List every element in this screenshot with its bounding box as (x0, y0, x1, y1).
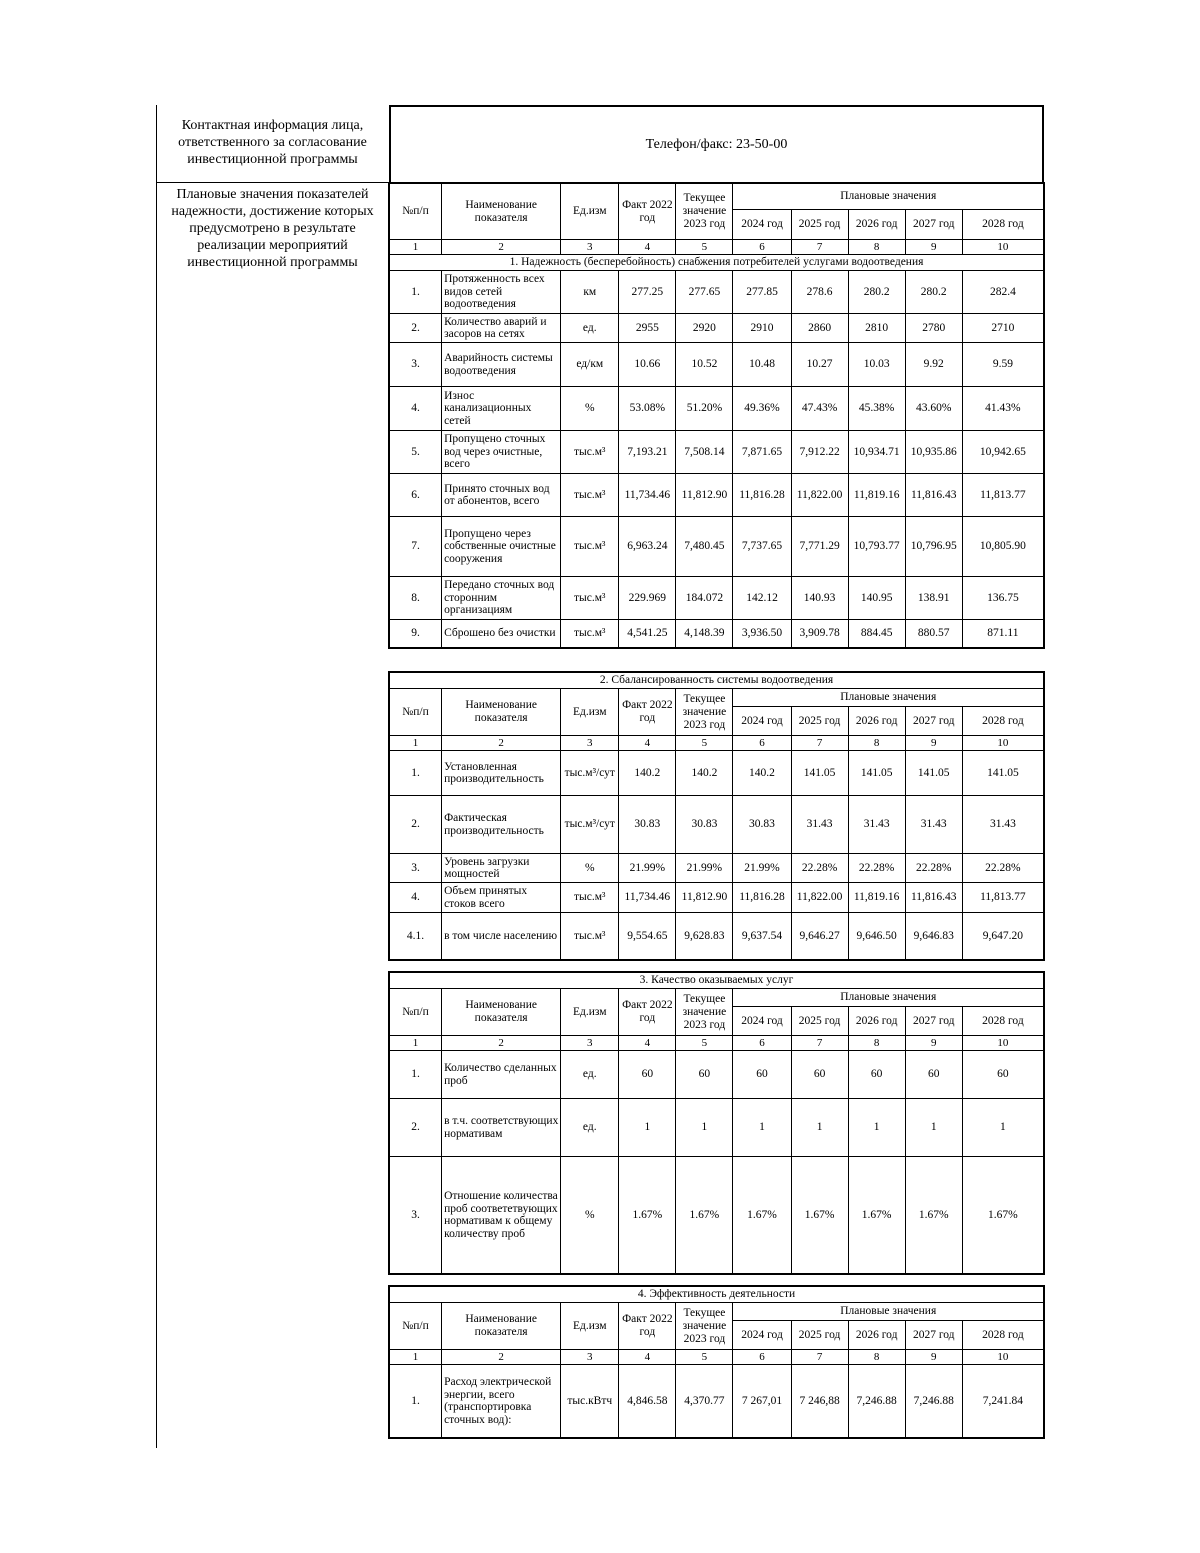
header-unit: Ед.изм (561, 689, 619, 736)
row-number: 7. (390, 517, 442, 577)
indicator-value: 60 (848, 1051, 905, 1099)
column-number: 7 (791, 1350, 848, 1365)
section-title: 4. Эффективность деятельности (390, 1287, 1044, 1303)
column-number: 1 (390, 1036, 442, 1051)
header-year: 2028 год (962, 707, 1043, 736)
column-number: 9 (905, 1350, 962, 1365)
row-number: 3. (390, 1157, 442, 1274)
indicator-value: 3,936.50 (733, 620, 791, 648)
indicator-value: 11,812.90 (676, 474, 733, 517)
indicator-value: 11,819.16 (848, 883, 905, 913)
indicator-value: 11,816.28 (733, 883, 791, 913)
column-number: 6 (733, 736, 791, 751)
column-number: 6 (733, 240, 791, 255)
row-number: 1. (390, 1365, 442, 1438)
indicator-value: 10,935.86 (905, 431, 962, 474)
table-row (390, 343, 1044, 387)
table-row (390, 387, 1044, 431)
indicator-value: 7,771.29 (791, 517, 848, 577)
indicator-value: 31.43 (905, 796, 962, 854)
indicator-value: 1.67% (619, 1157, 676, 1274)
indicator-value: 31.43 (848, 796, 905, 854)
indicator-value: 10,793.77 (848, 517, 905, 577)
column-number: 4 (619, 736, 676, 751)
header-year: 2024 год (733, 210, 791, 240)
indicator-value: 41.43% (962, 387, 1043, 431)
indicator-value: 9,554.65 (619, 913, 676, 960)
indicator-value: 45.38% (848, 387, 905, 431)
indicator-value: 21.99% (733, 854, 791, 883)
indicator-value: 60 (905, 1051, 962, 1099)
indicator-value: 141.05 (791, 751, 848, 796)
indicator-value: 7,508.14 (676, 431, 733, 474)
indicator-value: 9,646.83 (905, 913, 962, 960)
header-current: Текущее значение 2023 год (676, 184, 733, 240)
indicator-value: 9.92 (905, 343, 962, 387)
header-year: 2024 год (733, 707, 791, 736)
indicator-name: Пропущено сточных вод через очистные, всего (442, 431, 561, 474)
indicator-value: 7,480.45 (676, 517, 733, 577)
indicator-unit: тыс.м³/сут (561, 751, 619, 796)
indicator-name: Отношение количества проб соответетвующих нормативам к общему количеству проб (442, 1157, 561, 1274)
indicator-value: 10,942.65 (962, 431, 1043, 474)
indicator-value: 140.2 (676, 751, 733, 796)
indicator-value: 2910 (733, 314, 791, 343)
column-number: 1 (390, 240, 442, 255)
header-name: Наименование показателя (442, 184, 561, 240)
column-number: 8 (848, 1350, 905, 1365)
header-current: Текущее значение 2023 год (676, 989, 733, 1036)
indicator-value: 136.75 (962, 577, 1043, 620)
header-year: 2027 год (905, 707, 962, 736)
column-number: 3 (561, 1350, 619, 1365)
indicator-value: 10.48 (733, 343, 791, 387)
column-number: 5 (676, 736, 733, 751)
row-number: 8. (390, 577, 442, 620)
indicator-value: 2920 (676, 314, 733, 343)
header-fact: Факт 2022 год (619, 1303, 676, 1350)
column-number: 5 (676, 240, 733, 255)
indicator-unit: % (561, 854, 619, 883)
row-number: 6. (390, 474, 442, 517)
left-border-line (156, 105, 157, 1448)
table-row (390, 517, 1044, 577)
indicator-name: Объем принятых стоков всего (442, 883, 561, 913)
column-number: 3 (561, 1036, 619, 1051)
indicator-value: 11,816.43 (905, 474, 962, 517)
header-name: Наименование показателя (442, 989, 561, 1036)
indicator-name: Количество сделанных проб (442, 1051, 561, 1099)
column-number: 6 (733, 1036, 791, 1051)
header-year: 2026 год (848, 1321, 905, 1350)
indicator-unit: тыс.м³ (561, 517, 619, 577)
column-number: 3 (561, 736, 619, 751)
indicator-value: 1 (962, 1099, 1043, 1157)
indicator-name: в т.ч. соответствующих нормативам (442, 1099, 561, 1157)
indicator-value: 142.12 (733, 577, 791, 620)
indicator-value: 22.28% (848, 854, 905, 883)
indicator-value: 9,628.83 (676, 913, 733, 960)
header-planned: Плановые значения (733, 1303, 1044, 1321)
indicator-value: 10.52 (676, 343, 733, 387)
indicator-value: 11,813.77 (962, 883, 1043, 913)
header-fact: Факт 2022 год (619, 689, 676, 736)
indicator-value: 30.83 (676, 796, 733, 854)
row-number: 5. (390, 431, 442, 474)
table-row (390, 271, 1044, 314)
indicator-value: 140.2 (619, 751, 676, 796)
indicator-name: Протяженность всех видов сетей водоотведения (442, 271, 561, 314)
column-number: 1 (390, 1350, 442, 1365)
header-year: 2024 год (733, 1321, 791, 1350)
indicator-value: 1 (848, 1099, 905, 1157)
indicator-table-2 (389, 672, 1044, 960)
header-year: 2026 год (848, 707, 905, 736)
indicator-value: 7 267,01 (733, 1365, 791, 1438)
indicator-value: 1.67% (905, 1157, 962, 1274)
indicator-value: 11,822.00 (791, 474, 848, 517)
indicator-value: 31.43 (962, 796, 1043, 854)
indicator-value: 7,246.88 (848, 1365, 905, 1438)
indicator-value: 60 (962, 1051, 1043, 1099)
indicator-table-4 (389, 1286, 1044, 1438)
left-divider (157, 182, 389, 183)
indicator-value: 2860 (791, 314, 848, 343)
indicator-value: 1.67% (791, 1157, 848, 1274)
contact-box (389, 105, 1044, 184)
column-number: 8 (848, 736, 905, 751)
indicator-value: 43.60% (905, 387, 962, 431)
header-unit: Ед.изм (561, 184, 619, 240)
row-number: 4. (390, 883, 442, 913)
header-planned: Плановые значения (733, 184, 1044, 210)
header-year: 2025 год (791, 1007, 848, 1036)
planned-values-label: Плановые значения показателей надежности, достижение которых предусмотрено в результате реализации мероприятий инвестиционной программы (171, 187, 374, 270)
indicator-value: 10,805.90 (962, 517, 1043, 577)
column-number: 7 (791, 240, 848, 255)
column-number: 4 (619, 1350, 676, 1365)
row-number: 2. (390, 796, 442, 854)
indicator-value: 2780 (905, 314, 962, 343)
row-number: 3. (390, 854, 442, 883)
table-row (390, 431, 1044, 474)
indicator-value: 7,193.21 (619, 431, 676, 474)
table-row (390, 883, 1044, 913)
indicator-value: 21.99% (619, 854, 676, 883)
indicator-value: 141.05 (962, 751, 1043, 796)
column-number: 4 (619, 240, 676, 255)
indicator-value: 4,370.77 (676, 1365, 733, 1438)
indicator-unit: тыс.м³ (561, 474, 619, 517)
indicator-value: 2810 (848, 314, 905, 343)
indicator-value: 1.67% (676, 1157, 733, 1274)
header-num: №п/п (390, 689, 442, 736)
indicator-value: 1 (791, 1099, 848, 1157)
table-row (390, 1051, 1044, 1099)
indicator-table-3 (389, 972, 1044, 1274)
indicator-value: 22.28% (905, 854, 962, 883)
indicator-value: 9,637.54 (733, 913, 791, 960)
indicator-name: Сброшено без очистки (442, 620, 561, 648)
indicator-value: 277.65 (676, 271, 733, 314)
column-number: 3 (561, 240, 619, 255)
indicator-value: 229.969 (619, 577, 676, 620)
contact-phone: Телефон/факс: 23-50-00 (645, 136, 788, 152)
header-unit: Ед.изм (561, 1303, 619, 1350)
indicator-value: 11,819.16 (848, 474, 905, 517)
table-row (390, 620, 1044, 648)
indicator-value: 141.05 (905, 751, 962, 796)
column-number: 9 (905, 1036, 962, 1051)
header-current: Текущее значение 2023 год (676, 1303, 733, 1350)
indicator-name: Расход электрической энергии, всего (транспортировка сточных вод): (442, 1365, 561, 1438)
table-row (390, 913, 1044, 960)
indicator-unit: тыс.кВтч (561, 1365, 619, 1438)
indicator-unit: ед/км (561, 343, 619, 387)
row-number: 1. (390, 271, 442, 314)
indicator-value: 30.83 (733, 796, 791, 854)
indicator-value: 1 (619, 1099, 676, 1157)
column-number: 10 (962, 1036, 1043, 1051)
indicator-value: 11,812.90 (676, 883, 733, 913)
indicator-value: 277.85 (733, 271, 791, 314)
indicator-value: 1.67% (848, 1157, 905, 1274)
column-number: 10 (962, 240, 1043, 255)
indicator-name: Уровень загрузки мощностей (442, 854, 561, 883)
contact-label: Контактная информация лица, ответственного за согласование инвестиционной программы (178, 118, 367, 167)
indicator-value: 9,646.50 (848, 913, 905, 960)
header-fact: Факт 2022 год (619, 184, 676, 240)
indicator-value: 880.57 (905, 620, 962, 648)
indicator-unit: % (561, 387, 619, 431)
indicator-value: 140.93 (791, 577, 848, 620)
indicator-name: Фактическая производительность (442, 796, 561, 854)
row-number: 1. (390, 751, 442, 796)
indicator-unit: ед. (561, 1099, 619, 1157)
indicator-value: 140.95 (848, 577, 905, 620)
indicator-value: 7,737.65 (733, 517, 791, 577)
indicator-value: 9,647.20 (962, 913, 1043, 960)
header-fact: Факт 2022 год (619, 989, 676, 1036)
header-num: №п/п (390, 989, 442, 1036)
indicator-unit: % (561, 1157, 619, 1274)
indicator-unit: тыс.м³ (561, 577, 619, 620)
column-number: 4 (619, 1036, 676, 1051)
indicator-value: 10.27 (791, 343, 848, 387)
indicator-value: 184.072 (676, 577, 733, 620)
section-title: 1. Надежность (бесперебойность) снабжения потребителей услугами водоотведения (390, 255, 1044, 271)
indicator-value: 1 (676, 1099, 733, 1157)
indicator-unit: ед. (561, 1051, 619, 1099)
column-number: 5 (676, 1350, 733, 1365)
indicator-value: 3,909.78 (791, 620, 848, 648)
section-title: 3. Качество оказываемых услуг (390, 973, 1044, 989)
indicator-unit: тыс.м³ (561, 431, 619, 474)
indicator-value: 21.99% (676, 854, 733, 883)
indicator-value: 4,846.58 (619, 1365, 676, 1438)
indicator-value: 10,796.95 (905, 517, 962, 577)
indicator-value: 60 (676, 1051, 733, 1099)
row-number: 9. (390, 620, 442, 648)
header-year: 2027 год (905, 210, 962, 240)
table-row (390, 1157, 1044, 1274)
indicator-value: 7,871.65 (733, 431, 791, 474)
header-current: Текущее значение 2023 год (676, 689, 733, 736)
column-number: 2 (442, 240, 561, 255)
section-title: 2. Сбалансированность системы водоотведения (390, 673, 1044, 689)
header-year: 2025 год (791, 1321, 848, 1350)
indicator-value: 140.2 (733, 751, 791, 796)
header-planned: Плановые значения (733, 989, 1044, 1007)
indicator-name: Пропущено через собственные очистные сооружения (442, 517, 561, 577)
column-number: 5 (676, 1036, 733, 1051)
indicator-value: 7 246,88 (791, 1365, 848, 1438)
indicator-name: Количество аварий и засоров на сетях (442, 314, 561, 343)
column-number: 10 (962, 736, 1043, 751)
indicator-value: 60 (733, 1051, 791, 1099)
indicator-unit: тыс.м³/сут (561, 796, 619, 854)
row-number: 2. (390, 1099, 442, 1157)
header-year: 2025 год (791, 210, 848, 240)
table-row (390, 474, 1044, 517)
header-num: №п/п (390, 184, 442, 240)
indicator-value: 2955 (619, 314, 676, 343)
indicator-unit: тыс.м³ (561, 620, 619, 648)
row-number: 2. (390, 314, 442, 343)
header-year: 2026 год (848, 210, 905, 240)
column-number: 2 (442, 736, 561, 751)
indicator-value: 11,734.46 (619, 474, 676, 517)
indicator-value: 4,148.39 (676, 620, 733, 648)
indicator-value: 11,822.00 (791, 883, 848, 913)
indicator-value: 10.66 (619, 343, 676, 387)
indicator-value: 871.11 (962, 620, 1043, 648)
header-year: 2028 год (962, 1007, 1043, 1036)
indicator-value: 30.83 (619, 796, 676, 854)
indicator-value: 278.6 (791, 271, 848, 314)
header-year: 2028 год (962, 1321, 1043, 1350)
indicator-value: 141.05 (848, 751, 905, 796)
header-year: 2028 год (962, 210, 1043, 240)
indicator-value: 10.03 (848, 343, 905, 387)
indicator-name: Износ канализационных сетей (442, 387, 561, 431)
indicator-value: 49.36% (733, 387, 791, 431)
indicator-value: 277.25 (619, 271, 676, 314)
indicator-value: 11,813.77 (962, 474, 1043, 517)
table-row (390, 1365, 1044, 1438)
indicator-name: в том числе населению (442, 913, 561, 960)
column-number: 2 (442, 1350, 561, 1365)
indicator-value: 1 (905, 1099, 962, 1157)
indicator-value: 11,816.43 (905, 883, 962, 913)
indicator-name: Принято сточных вод от абонентов, всего (442, 474, 561, 517)
header-year: 2024 год (733, 1007, 791, 1036)
header-name: Наименование показателя (442, 689, 561, 736)
indicator-value: 9,646.27 (791, 913, 848, 960)
column-number: 6 (733, 1350, 791, 1365)
indicator-value: 1 (733, 1099, 791, 1157)
table-row (390, 577, 1044, 620)
header-name: Наименование показателя (442, 1303, 561, 1350)
header-year: 2026 год (848, 1007, 905, 1036)
indicator-value: 9.59 (962, 343, 1043, 387)
table-row (390, 1099, 1044, 1157)
indicator-value: 60 (791, 1051, 848, 1099)
indicator-value: 7,912.22 (791, 431, 848, 474)
row-number: 3. (390, 343, 442, 387)
indicator-unit: ед. (561, 314, 619, 343)
indicator-value: 280.2 (905, 271, 962, 314)
indicator-value: 280.2 (848, 271, 905, 314)
indicator-value: 11,734.46 (619, 883, 676, 913)
column-number: 7 (791, 1036, 848, 1051)
indicator-value: 2710 (962, 314, 1043, 343)
column-number: 1 (390, 736, 442, 751)
row-number: 1. (390, 1051, 442, 1099)
indicator-value: 51.20% (676, 387, 733, 431)
indicator-name: Установленная производительность (442, 751, 561, 796)
column-number: 10 (962, 1350, 1043, 1365)
indicator-value: 53.08% (619, 387, 676, 431)
indicator-value: 7,246.88 (905, 1365, 962, 1438)
indicator-name: Передано сточных вод сторонним организациям (442, 577, 561, 620)
indicator-value: 1.67% (733, 1157, 791, 1274)
indicator-unit: тыс.м³ (561, 913, 619, 960)
indicator-value: 31.43 (791, 796, 848, 854)
table-row (390, 854, 1044, 883)
indicator-value: 60 (619, 1051, 676, 1099)
indicator-value: 7,241.84 (962, 1365, 1043, 1438)
row-number: 4.1. (390, 913, 442, 960)
indicator-unit: км (561, 271, 619, 314)
indicator-value: 10,934.71 (848, 431, 905, 474)
table-row (390, 314, 1044, 343)
row-number: 4. (390, 387, 442, 431)
table-row (390, 796, 1044, 854)
header-year: 2025 год (791, 707, 848, 736)
indicator-name: Аварийность системы водоотведения (442, 343, 561, 387)
header-year: 2027 год (905, 1321, 962, 1350)
column-number: 9 (905, 736, 962, 751)
column-number: 8 (848, 1036, 905, 1051)
indicator-value: 884.45 (848, 620, 905, 648)
indicator-table-1 (389, 183, 1044, 648)
indicator-value: 282.4 (962, 271, 1043, 314)
header-num: №п/п (390, 1303, 442, 1350)
indicator-value: 4,541.25 (619, 620, 676, 648)
column-number: 2 (442, 1036, 561, 1051)
indicator-unit: тыс.м³ (561, 883, 619, 913)
indicator-value: 6,963.24 (619, 517, 676, 577)
indicator-value: 11,816.28 (733, 474, 791, 517)
header-unit: Ед.изм (561, 989, 619, 1036)
column-number: 8 (848, 240, 905, 255)
indicator-value: 47.43% (791, 387, 848, 431)
header-year: 2027 год (905, 1007, 962, 1036)
table-row (390, 751, 1044, 796)
indicator-value: 22.28% (791, 854, 848, 883)
column-number: 7 (791, 736, 848, 751)
indicator-value: 22.28% (962, 854, 1043, 883)
indicator-value: 138.91 (905, 577, 962, 620)
indicator-value: 1.67% (962, 1157, 1043, 1274)
header-planned: Плановые значения (733, 689, 1044, 707)
column-number: 9 (905, 240, 962, 255)
